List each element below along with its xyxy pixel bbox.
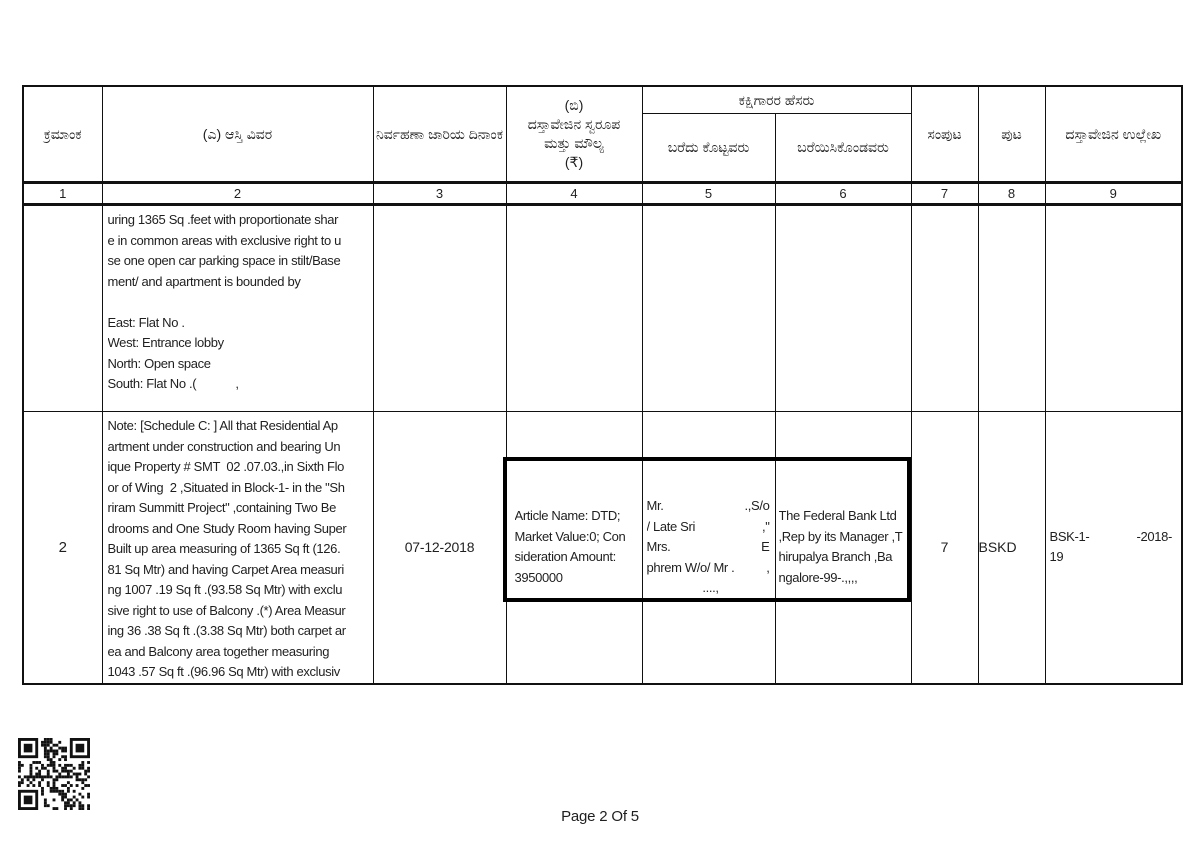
property-text-line: ment/ and apartment is bounded by xyxy=(107,273,301,289)
executant-line xyxy=(647,496,775,517)
executant-text: phrem W/o/ Mr . xyxy=(646,559,735,575)
qr-code-icon xyxy=(18,738,90,810)
column-number: 6 xyxy=(775,183,911,205)
page-number: Page 2 Of 5 xyxy=(561,808,639,825)
header-line: (₹) xyxy=(564,154,584,170)
cell-executant xyxy=(642,205,775,412)
property-text-line: sive right to use of Balcony .(*) Area Measur xyxy=(107,602,346,618)
executant-text: , xyxy=(766,559,770,575)
column-number: 1 xyxy=(23,183,102,205)
cell-claimant xyxy=(775,205,911,412)
document-reference-line xyxy=(1050,527,1178,548)
header-document-nature-value xyxy=(506,86,642,183)
document-value-line: sideration Amount: xyxy=(514,549,616,565)
property-text-line: ea and Balcony area together measuring xyxy=(107,643,330,659)
document-value-line: 3950000 xyxy=(514,569,563,585)
cell-property-details xyxy=(102,412,373,684)
property-text-line: or of Wing 2 ,Situated in Block-1- in the "Sh xyxy=(107,479,345,495)
encumbrance-table xyxy=(22,85,1183,685)
property-text-line: riram Summitt Project" ,containing Two Be xyxy=(107,500,336,515)
property-text-line: ique Property # SMT 02 .07.03.,in Sixth Flo xyxy=(107,459,345,474)
table-row xyxy=(23,412,1182,684)
cell-property-details xyxy=(102,205,373,412)
cell-page xyxy=(978,205,1045,412)
property-text-line: artment under construction and bearing Un xyxy=(107,438,341,454)
cell-serial xyxy=(23,205,102,412)
header-line: (ಬಿ) xyxy=(564,97,584,113)
property-text-line: South: Flat No .( , xyxy=(107,376,239,391)
cell-volume xyxy=(911,205,978,412)
property-text-line: West: Entrance lobby xyxy=(107,335,224,350)
property-text-line: Note: [Schedule C: ] All that Residential Ap xyxy=(107,418,338,433)
executant-line xyxy=(647,517,775,538)
header-document-reference: ದಸ್ತಾವೇಜಿನ ಉಲ್ಲೇಖ xyxy=(1045,86,1182,183)
executant-line xyxy=(647,558,775,579)
claimant-line: ,Rep by its Manager ,T xyxy=(778,528,903,544)
header-execution-date: ನಿರ್ವಹಣಾ ಜಾರಿಯ ದಿನಾಂಕ xyxy=(373,86,506,183)
header-volume: ಸಂಪುಟ xyxy=(911,86,978,183)
document-value-line: Article Name: DTD; xyxy=(514,508,621,524)
document-reference-text: -2018- xyxy=(1136,528,1172,544)
executant-line: ...., xyxy=(702,580,719,595)
column-number: 7 xyxy=(911,183,978,205)
property-text-line: drooms and One Study Room having Super xyxy=(107,520,347,536)
executant-text: E xyxy=(761,539,770,554)
header-party-names-group: ಕಕ್ಷಿಗಾರರ ಹೆಸರು xyxy=(642,86,911,114)
cell-page: BSKD xyxy=(978,412,1045,684)
property-text-line: 81 Sq Mtr) and having Carpet Area measuri xyxy=(107,561,344,577)
cell-document-value xyxy=(506,205,642,412)
executant-text: Mrs. xyxy=(646,539,671,554)
table-row xyxy=(23,205,1182,412)
column-number: 8 xyxy=(978,183,1045,205)
document-reference-text: BSK-1- xyxy=(1049,528,1090,544)
claimant-line: The Federal Bank Ltd xyxy=(778,508,897,524)
cell-execution-date xyxy=(373,205,506,412)
property-text-line: North: Open space xyxy=(107,355,211,371)
property-text-line: 1043 .57 Sq ft .(96.96 Sq Mtr) with exclusiv xyxy=(107,664,340,679)
property-text-line: ing 36 .38 Sq ft .(3.38 Sq Mtr) both carpet ar xyxy=(107,623,346,638)
document-reference-line: 19 xyxy=(1049,549,1064,565)
property-text-line: East: Flat No . xyxy=(107,314,185,330)
column-number: 5 xyxy=(642,183,775,205)
executant-line xyxy=(647,537,775,558)
executant-text: .,S/o xyxy=(744,498,770,513)
executant-text: / Late Sri xyxy=(646,518,696,534)
cell-document-reference xyxy=(1045,205,1182,412)
header-claimant: ಬರೆಯಿಸಿಕೊಂಡವರು xyxy=(775,114,911,183)
header-property-details: (ಎ) ಆಸ್ತಿ ವಿವರ xyxy=(102,86,373,183)
cell-serial: 2 xyxy=(23,412,102,684)
cell-claimant xyxy=(775,412,911,684)
cell-execution-date: 07-12-2018 xyxy=(373,412,506,684)
column-number-row xyxy=(23,183,1182,205)
column-number: 9 xyxy=(1045,183,1182,205)
column-number: 3 xyxy=(373,183,506,205)
property-text-line xyxy=(108,292,373,313)
cell-volume: 7 xyxy=(911,412,978,684)
property-text-line: ng 1007 .19 Sq ft .(93.58 Sq Mtr) with exclu xyxy=(107,582,343,597)
cell-executant xyxy=(642,412,775,684)
column-number: 2 xyxy=(102,183,373,205)
column-number: 4 xyxy=(506,183,642,205)
property-text-line: se one open car parking space in stilt/Base xyxy=(107,253,341,268)
property-text-line: uring 1365 Sq .feet with proportionate shar xyxy=(107,212,339,227)
property-text-line: e in common areas with exclusive right to u xyxy=(107,232,342,248)
header-line: ಮತ್ತು ಮೌಲ್ಯ xyxy=(544,135,604,151)
cell-document-value xyxy=(506,412,642,684)
claimant-line: ngalore-99-.,,,, xyxy=(778,569,858,585)
executant-text: Mr. xyxy=(646,498,664,513)
property-text-line: Built up area measuring of 1365 Sq ft (126. xyxy=(107,541,341,556)
cell-document-reference xyxy=(1045,412,1182,684)
executant-text: ," xyxy=(761,518,770,534)
header-serial-number: ಕ್ರಮಾಂಕ xyxy=(23,86,102,183)
claimant-line: hirupalya Branch ,Ba xyxy=(778,549,893,565)
header-line: ದಸ್ತಾವೇಜಿನ ಸ್ವರೂಪ xyxy=(527,116,621,132)
header-executant: ಬರೆದು ಕೊಟ್ಟವರು xyxy=(642,114,775,183)
header-page: ಪುಟ xyxy=(978,86,1045,183)
document-value-line: Market Value:0; Con xyxy=(514,528,626,544)
